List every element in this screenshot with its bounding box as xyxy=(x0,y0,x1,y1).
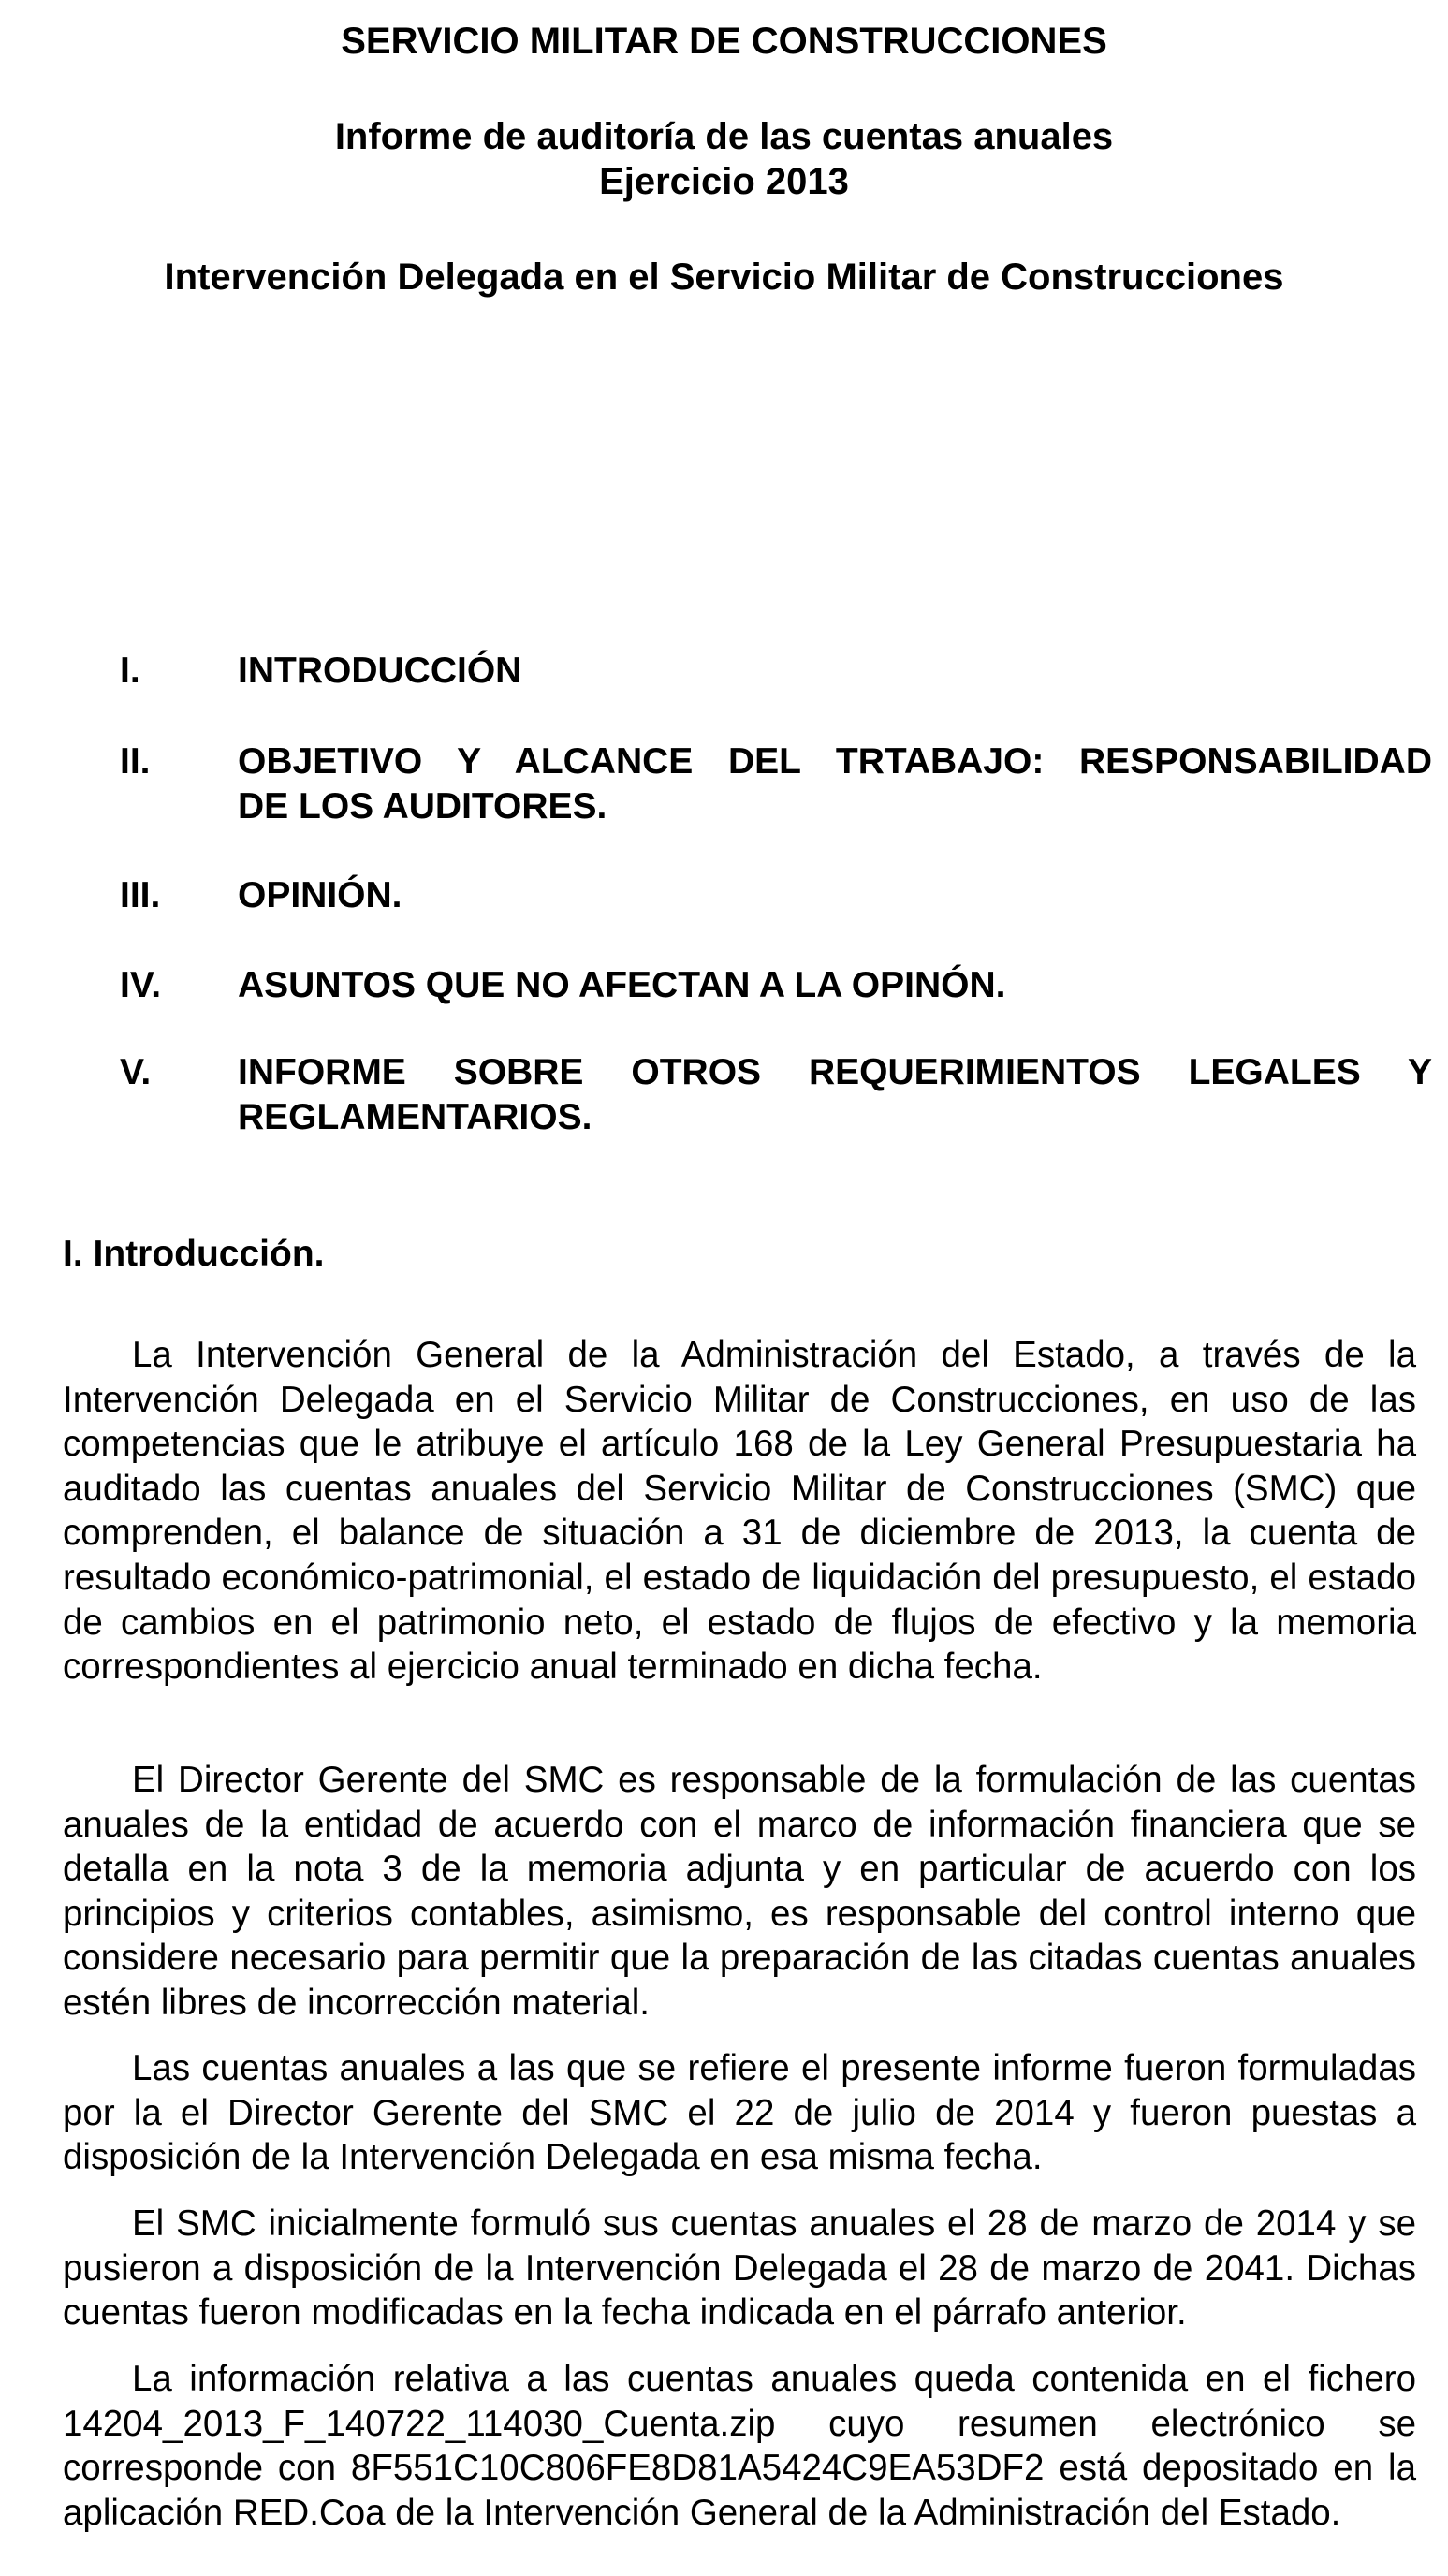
toc-number: III. xyxy=(120,875,161,915)
toc-title: INTRODUCCIÓN xyxy=(238,651,522,691)
paragraph: El SMC inicialmente formuló sus cuentas anuales el 28 de marzo de 2014 y se pusieron a disposición de la Intervención Delegada el 28 de marzo de 2041. Dichas cuentas fueron modificadas en la fecha indicada en el párrafo anterior. xyxy=(63,2203,1416,2334)
paragraph: El Director Gerente del SMC es responsable de la formulación de las cuentas anuales de la entidad de acuerdo con el marco de información financiera que se detalla en la nota 3 de la memoria adjunta y en particular de acuerdo con los principios y criterios contables, asimismo, es responsable del control interno que considere necesario para permitir que la preparación de las citadas cuentas anuales estén libres de incorrección material. xyxy=(63,1760,1416,2023)
toc-title: OBJETIVO Y ALCANCE DEL TRTABAJO: RESPONSABILIDAD DE LOS AUDITORES. xyxy=(238,741,1432,827)
toc-title: ASUNTOS QUE NO AFECTAN A LA OPINÓN. xyxy=(238,965,1006,1005)
toc-number: I. xyxy=(120,651,140,691)
toc-title: INFORME SOBRE OTROS REQUERIMIENTOS LEGALES Y REGLAMENTARIOS. xyxy=(238,1052,1432,1137)
toc-number: II. xyxy=(120,741,151,782)
paragraph: La información relativa a las cuentas anuales queda contenida en el fichero 14204_2013_F_140722_114030_Cuenta.zip cuyo resumen electrónico se corresponde con 8F551C10C806FE8D81A5424C9EA53DF2 está depositado en la aplicación RED.Coa de la Intervención General de la Administración del Estado. xyxy=(63,2359,1416,2533)
paragraph: Las cuentas anuales a las que se refiere el presente informe fueron formuladas por la el Director Gerente del SMC el 22 de julio de 2014 y fueron puestas a disposición de la Intervención Delegada en esa misma fecha. xyxy=(63,2048,1416,2178)
report-title: Informe de auditoría de las cuentas anuales xyxy=(334,116,1114,157)
toc-title: OPINIÓN. xyxy=(238,875,402,915)
paragraph: La Intervención General de la Administración del Estado, a través de la Intervención Delegada en el Servicio Militar de Construcciones, en uso de las competencias que le atribuye el artículo 168 de la Ley General Presupuestaria ha auditado las cuentas anuales del Servicio Militar de Construcciones (SMC) que comprenden, el balance de situación a 31 de diciembre de 2013, la cuenta de resultado económico-patrimonial, el estado de liquidación del presupuesto, el estado de cambios en el patrimonio neto, el estado de flujos de efectivo y la memoria correspondientes al ejercicio anual terminado en dicha fecha. xyxy=(63,1335,1416,1688)
issuer-title: Intervención Delegada en el Servicio Militar de Construcciones xyxy=(164,256,1284,298)
toc-number: V. xyxy=(120,1052,152,1092)
organization-title: SERVICIO MILITAR DE CONSTRUCCIONES xyxy=(341,21,1107,62)
fiscal-year: Ejercicio 2013 xyxy=(599,161,849,202)
toc-number: IV. xyxy=(120,965,162,1005)
section-heading: I. Introducción. xyxy=(63,1234,325,1274)
